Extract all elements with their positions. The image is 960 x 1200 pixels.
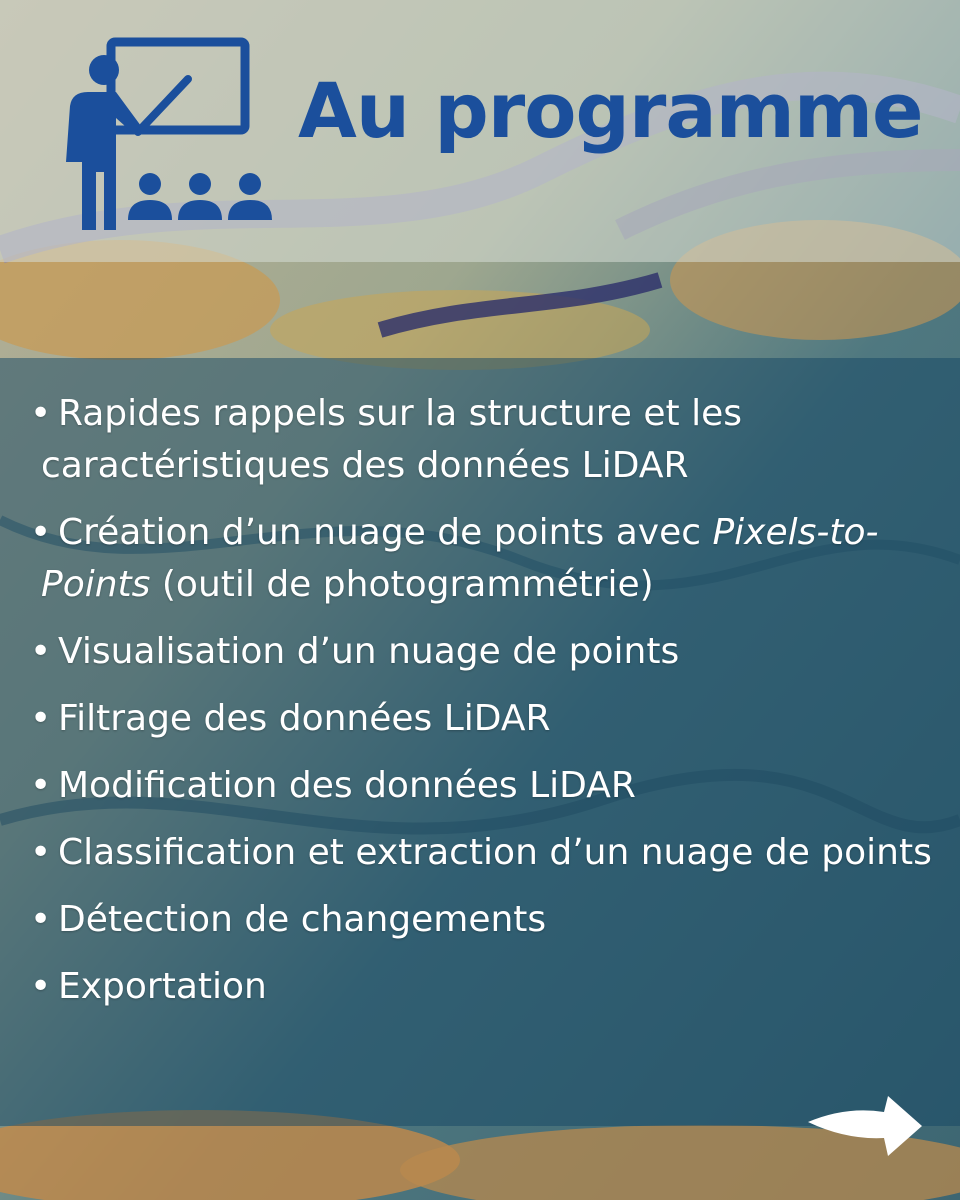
bullet: • [30,512,52,553]
bullet: • [30,631,52,672]
agenda-item [30,626,950,678]
agenda-item-emphasis: Pixels-to-Points [41,512,879,605]
agenda-item [30,507,950,611]
bullet: • [30,393,52,434]
agenda-item-text: Classification et extraction d’un nuage de points [58,832,932,873]
bullet: • [30,698,52,739]
agenda-item-text: Filtrage des données LiDAR [58,698,551,739]
agenda-item-text: (outil de photogrammétrie) [150,564,654,605]
arrow-right-icon[interactable] [806,1094,924,1158]
bullet: • [30,765,52,806]
agenda-item [30,961,950,1013]
agenda-item [30,827,950,879]
page-title: Au programme [298,66,923,155]
agenda-item-text: Modification des données LiDAR [58,765,636,806]
agenda-item-text: Exportation [58,966,267,1007]
bullet: • [30,899,52,940]
agenda-list [30,388,950,1028]
agenda-item [30,760,950,812]
agenda-item-text: Création d’un nuage de points avec [58,512,713,553]
bullet: • [30,832,52,873]
agenda-item [30,894,950,946]
agenda-item-text: Détection de changements [58,899,547,940]
teacher-presentation-icon [56,34,278,232]
agenda-item-text: Rapides rappels sur la structure et les caractéristiques des données LiDAR [41,393,742,486]
bullet: • [30,966,52,1007]
agenda-item [30,388,950,492]
agenda-item-text: Visualisation d’un nuage de points [58,631,680,672]
agenda-item [30,693,950,745]
